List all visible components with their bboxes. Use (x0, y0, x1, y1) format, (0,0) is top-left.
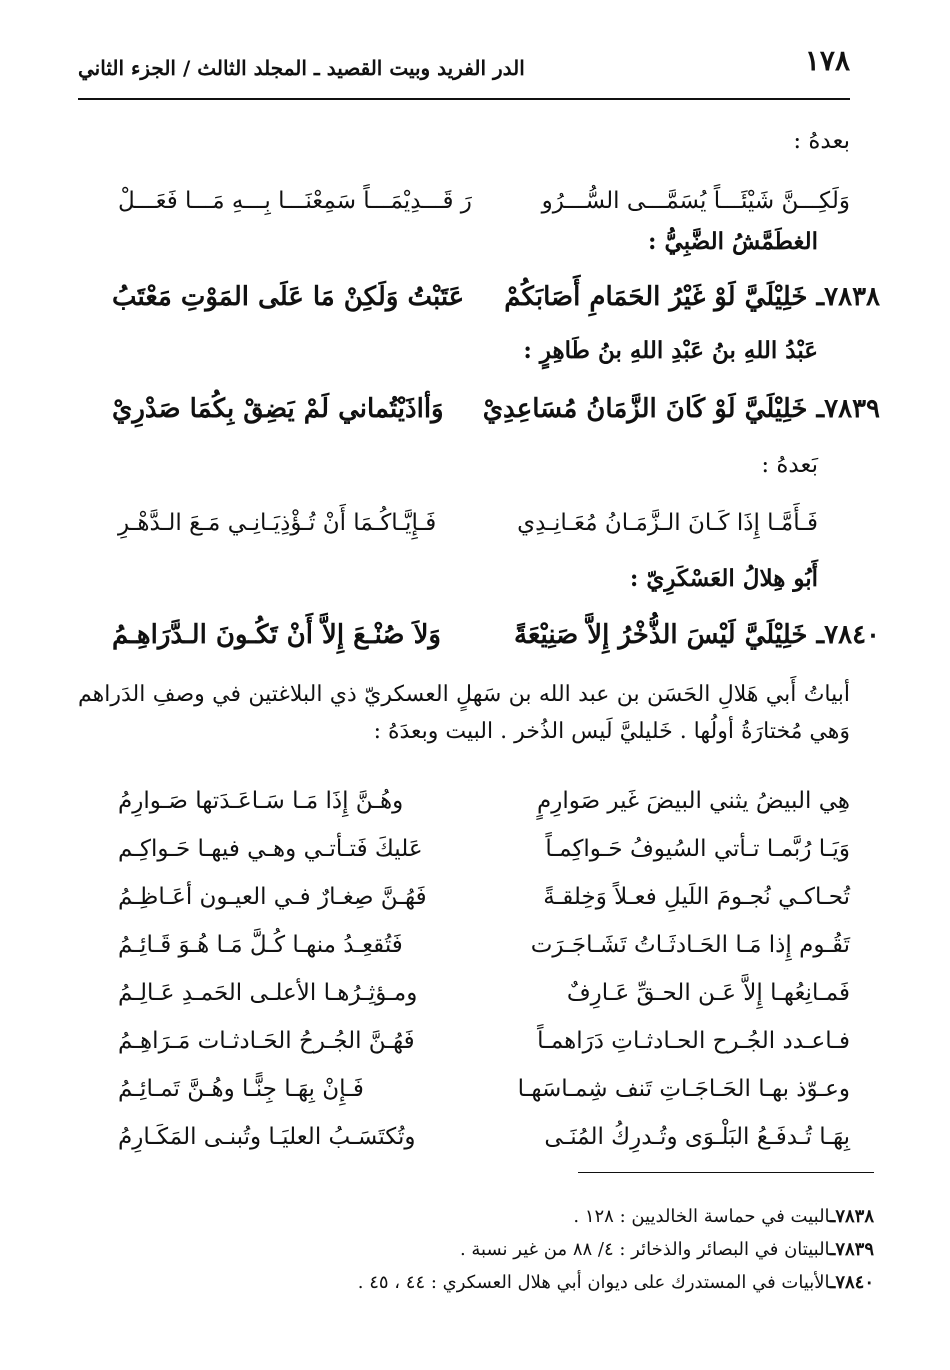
verse-7838-second-hemistich: عَتَبْتُ وَلَكِنْ مَا عَلَى المَوْتِ مَعْتَبُ (112, 282, 465, 312)
poem-line-7-first: وعـوّذ بهـا الحَـاجَـاتِ تَنف شِمـاسَهـا (517, 1076, 850, 1102)
poem-line-4-first: تَقُـوم إِذا مَـا الحَـادثَـاتُ تَشَـاجَـرَت (530, 932, 850, 958)
verse-number: ٧٨٣٨ـ (816, 282, 880, 312)
verse-number: ٧٨٣٩ـ (816, 394, 880, 424)
verse-b-second-hemistich: فَـإِيَّـاكُـمَا أَنْ تُـؤْذِيَـانِـي مَـعَ الـدَّهْـرِ (118, 510, 437, 536)
poem-line-5-first: فَمـانِعُهـا إِلاَّ عَـن الحـقِّ عَـارِفٌ (566, 980, 850, 1006)
verse-a-second-hemistich: رَ قَـــدِيْمَـــاً سَمِعْنَـــا بِـــهِ مَـــا فَعَـــلْ (118, 188, 472, 214)
poem-line-5-second: ومـؤثِـرُهـا الأعلـى الحَمـدِ عَـالِـمُ (118, 980, 418, 1006)
footnote-text: البيتان في البصائر والذخائر : ٤/ ٨٨ من غير نسبة . (459, 1239, 831, 1260)
poem-line-1-second: وهُـنَّ إِذَا مَـا سَـاعَـدَتها صَـوارِمُ (118, 788, 404, 814)
footnote-text: الأبيات في المستدرك على ديوان أبي هلال العسكري : ٤٤ ، ٤٥ . (357, 1272, 831, 1293)
poem-line-3-second: فَهُـنَّ صِغـارٌ فـي العيـون أعَـاظِـمُ (118, 884, 427, 910)
poet-name: أَبُو هِلالُ العَسْكَرِيّ : (629, 565, 818, 592)
verse-a-first-hemistich: وَلَكِـــنَّ شَيْئَـــاً يُسَمَّـــى السُّـــرُو (541, 188, 850, 214)
poem-line-7-second: فَـإِنْ بِهَـا جِنًّـا وهُـنَّ تَمـائِـمُ (118, 1076, 364, 1102)
page-number: ١٧٨ (804, 44, 850, 77)
footnote-separator (578, 1172, 874, 1173)
poem-line-2-first: وَيَـا رُبَّمـا تـأتي السُيوفُ حَـواكِمـاً (545, 836, 850, 862)
intro-after-2: بَعدهُ : (761, 452, 818, 478)
footnote-text: البيت في حماسة الخالديين : ١٢٨ . (573, 1206, 831, 1227)
footnote-number: ٧٨٤٠ـ (830, 1272, 874, 1293)
page-header (78, 42, 850, 100)
prose-paragraph: أبياتُ أَبي هَلالِ الحَسَن بن عبد الله بن سَهلٍ العسكريّ ذي البلاغتين في وصفِ الدَراهم وَهي مُختارَةُ أولُها . خَليليَّ لَيس الذُخر . البيت وبعدَهُ : (78, 682, 850, 744)
footnote-number: ٧٨٣٩ـ (830, 1239, 874, 1260)
footnote-7840 (358, 1272, 874, 1293)
footnote-7839 (460, 1239, 874, 1260)
verse-7839-text: خَلِيْلَيَّ لَوْ كَانَ الزَّمَانُ مُسَاعِدِيْ (482, 394, 808, 424)
poem-line-4-second: فَتُقعِـدُ منهـا كُـلَّ مَـا هُـوَ قَـائِـمُ (118, 932, 403, 958)
poem-line-2-second: عَليكَ فَتـأتـي وهـي فيهـا حَـواكِـم (118, 836, 423, 862)
poet-name: الغطَمَّشُ الضَّبِيُّ : (648, 228, 818, 255)
verse-7839-second-hemistich: وَأاذَيْتُماني لَمْ يَضِقْ بِكُمَا صَدْرِيْ (112, 394, 444, 424)
intro-after-1: بعدهُ : (793, 128, 850, 154)
poem-line-8-second: وتُكتَسَـبُ العليَـا وتُبنـى المَكَـارِمُ (118, 1124, 416, 1150)
verse-7840-second-hemistich: وَلاَ صُنْـعَ إِلاَّ أَنْ تَكُـونَ الـدَّرَاهِـمُ (112, 620, 441, 650)
verse-b-first-hemistich: فَـأَمَّـا إِذَا كَـانَ الـزَّمَـانُ مُعَـانِـدِي (517, 510, 818, 536)
poem-line-3-first: تُحـاكـي نُجـومَ اللَيلِ فعـلاً وَخِلقـةً (543, 884, 850, 910)
running-title: الدر الفريد وبيت القصيد ـ المجلد الثالث / الجزء الثاني (78, 56, 525, 80)
poem-line-1-first: هِي البيضُ يثني البيضَ غَير صَوارِمٍ (536, 788, 850, 814)
verse-7840-text: خَلِيْلَيَّ لَيْسَ الذُّخْرُ إِلاَّ صَنِيْعَةً (514, 620, 808, 650)
verse-7838-text: خَلِيْلَيَّ لَوْ غَيْرُ الحَمَامِ أَصَابَكُمْ (504, 282, 808, 312)
verse-7838-first-hemistich (504, 282, 880, 312)
poem-line-6-first: فـاعـدد الجُـرح الحـادثـاتِ دَرَاهمـاً (537, 1028, 850, 1054)
verse-7839-first-hemistich (483, 394, 880, 424)
poem-line-8-first: بِهَـا تُـدفَـعُ البَلْـوَى وتُـدرِكُ المُنَـى (544, 1124, 850, 1150)
poet-name: عَبْدُ اللهِ بنُ عَبْدِ اللهِ بنُ طَاهِرٍ : (523, 337, 818, 364)
poem-line-6-second: فَهُـنَّ الجُـرحُ الحَـادثـات مَـرَاهِـمُ (118, 1028, 415, 1054)
verse-7840-first-hemistich (514, 620, 880, 650)
footnote-7838 (573, 1206, 874, 1227)
footnote-number: ٧٨٣٨ـ (830, 1206, 874, 1227)
verse-number: ٧٨٤٠ـ (816, 620, 880, 650)
